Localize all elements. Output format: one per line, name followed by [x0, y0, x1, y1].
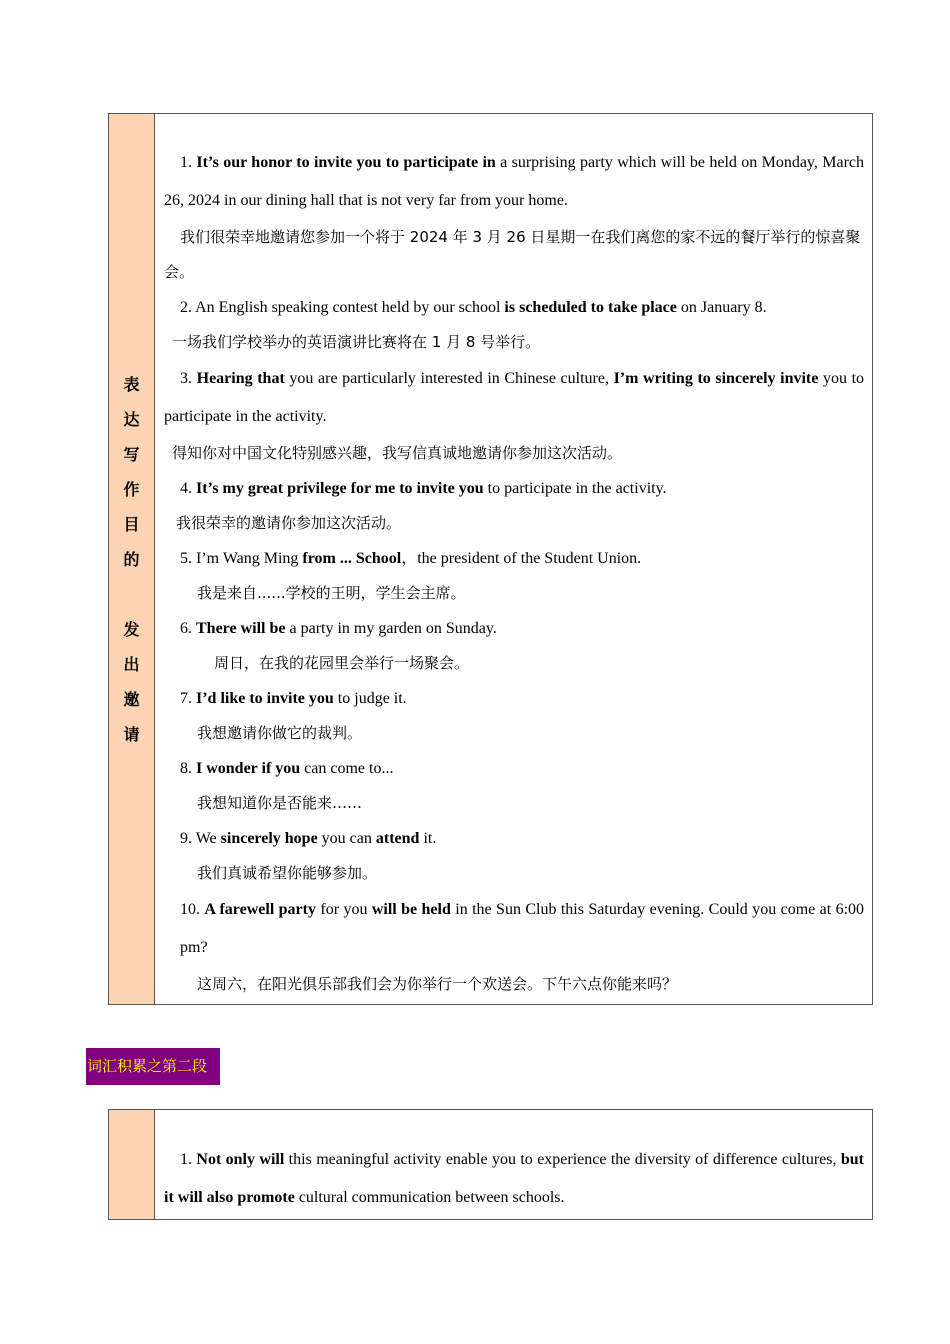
side-char: 表: [123, 374, 140, 394]
side-label: [109, 114, 155, 1004]
sentence-en: 8. I wonder if you can come to...: [180, 760, 394, 777]
side-char: 邀: [123, 689, 140, 709]
side-char: 达: [123, 409, 140, 429]
phrase-list: [155, 1110, 872, 1219]
sentence-en: 9. We sincerely hope you can attend it.: [180, 830, 437, 847]
sentence-en: 2. An English speaking contest held by our school is scheduled to take place on January 8.: [180, 299, 767, 316]
phrase-table-2: [108, 1109, 873, 1220]
side-char: 写: [123, 444, 140, 464]
sentence-en: 1. Not only will this meaningful activity enable you to experience the diversity of difference cultures, but it will also promote cultural communication between schools.: [164, 1151, 864, 1206]
sentence-zh: 我想邀请你做它的裁判。: [197, 724, 363, 742]
sentence-en: 10. A farewell party for you will be held in the Sun Club this Saturday evening. Could you come at 6:00 pm?: [180, 901, 865, 956]
side-char: 的: [123, 549, 140, 569]
side-char: 出: [123, 654, 140, 674]
sentence-zh: 得知你对中国文化特别感兴趣，我写信真诚地邀请你参加这次活动。: [172, 444, 623, 462]
sentence-zh: 我很荣幸的邀请你参加这次活动。: [176, 514, 402, 532]
sentence-en: 7. I’d like to invite you to judge it.: [180, 690, 407, 707]
sentence-zh: 我是来自......学校的王明，学生会主席。: [197, 584, 466, 602]
sentence-zh: 我们很荣幸地邀请您参加一个将于 2024 年 3 月 26 日星期一在我们离您的家不远的餐厅举行的惊喜聚会。: [164, 228, 861, 281]
phrase-table-1: [108, 113, 873, 1005]
side-char: 请: [123, 724, 140, 744]
side-label: [109, 1110, 155, 1219]
sentence-en: 6. There will be a party in my garden on Sunday.: [180, 620, 497, 637]
sentence-zh: 这周六，在阳光俱乐部我们会为你举行一个欢送会。下午六点你能来吗？: [197, 975, 678, 993]
sentence-en: 3. Hearing that you are particularly interested in Chinese culture, I’m writing to sincerely invite you to participate in the activity.: [164, 370, 865, 425]
side-char: 发: [123, 619, 140, 639]
sentence-zh: 我们真诚希望你能够参加。: [197, 864, 378, 882]
sentence-zh: 我想知道你是否能来……: [197, 794, 363, 812]
side-char: 目: [123, 514, 140, 534]
phrase-list: [155, 114, 872, 1004]
section-heading: 词汇积累之第二段: [86, 1048, 220, 1085]
sentence-zh: 周日，在我的花园里会举行一场聚会。: [214, 654, 470, 672]
sentence-zh: 一场我们学校举办的英语演讲比赛将在 1 月 8 号举行。: [172, 333, 541, 351]
sentence-en: 5. I’m Wang Ming from ... School，the president of the Student Union.: [180, 550, 642, 567]
side-char: 作: [123, 479, 140, 499]
sentence-en: 4. It’s my great privilege for me to invite you to participate in the activity.: [180, 480, 667, 497]
sentence-en: 1. It’s our honor to invite you to participate in a surprising party which will be held on Monday, March 26, 2024 in our dining hall that is not very far from your home.: [164, 154, 864, 209]
